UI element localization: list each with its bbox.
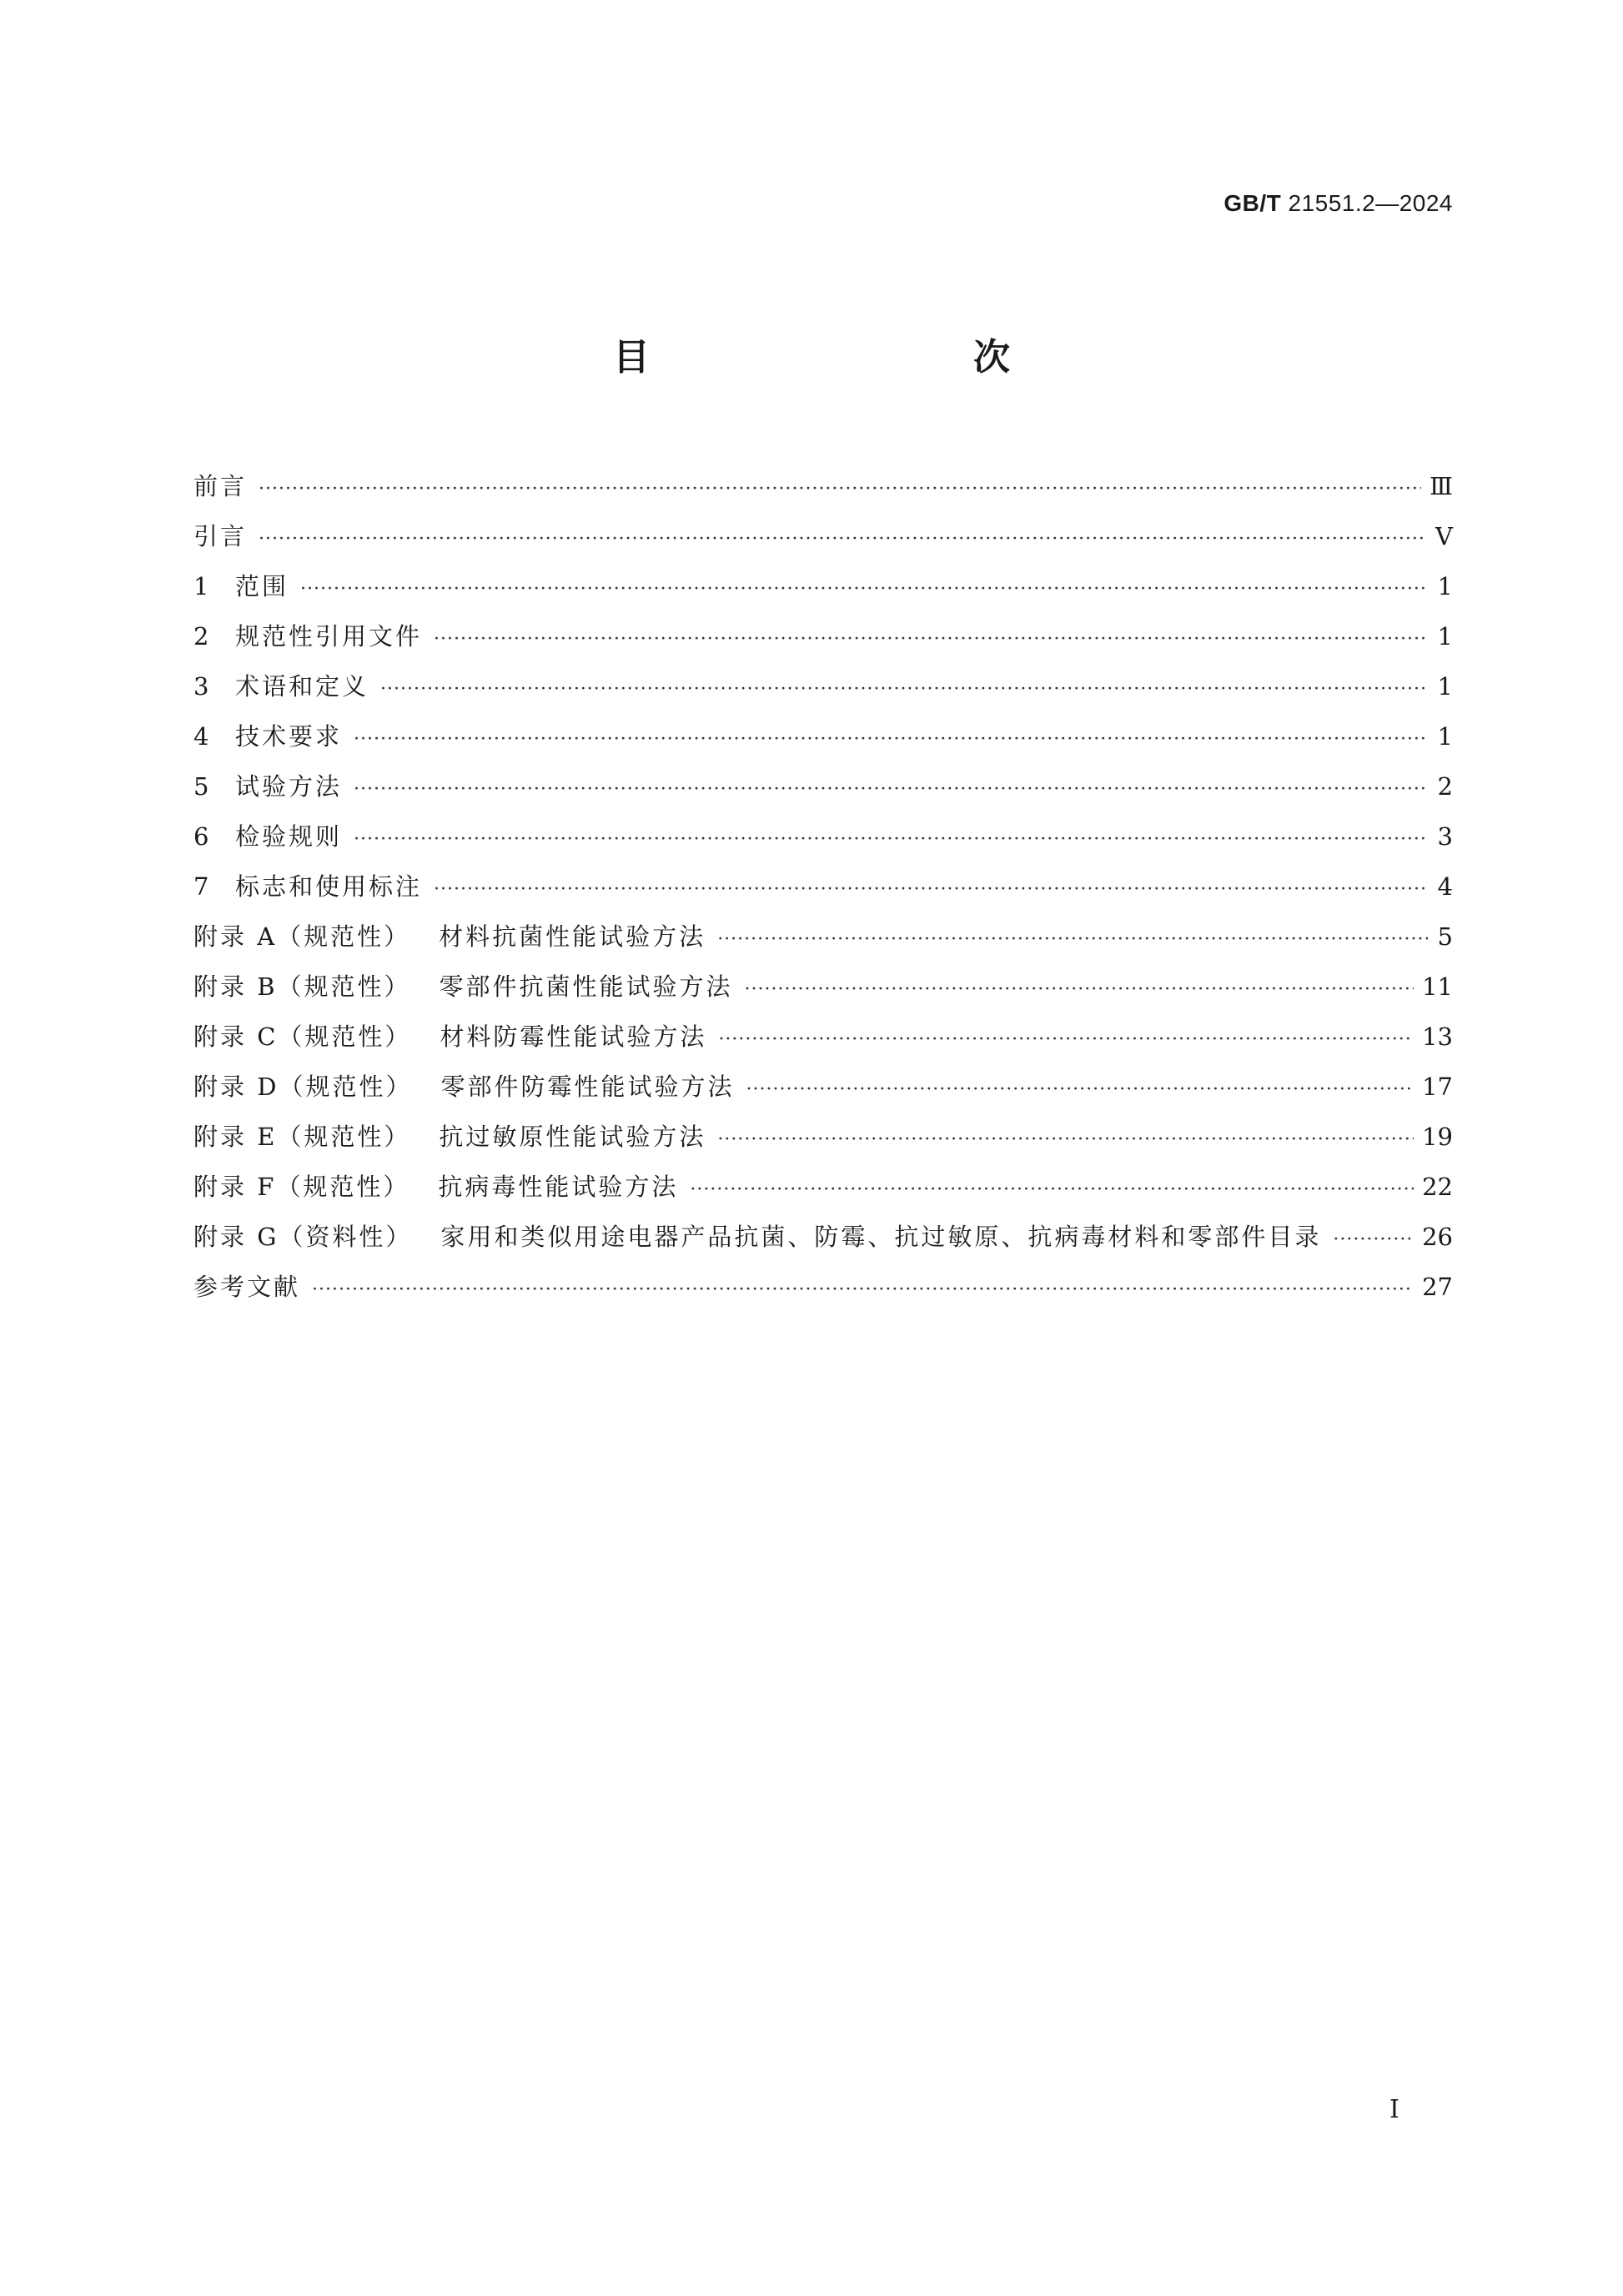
toc-entry-label [193, 611, 422, 661]
toc-dot-leader [354, 815, 1428, 865]
standard-prefix: GB/T [1224, 190, 1282, 216]
toc-dot-leader [718, 1015, 1414, 1065]
toc-entry-page: 19 [1422, 1123, 1453, 1151]
toc-entry-page: 1 [1437, 572, 1453, 600]
toc-entry[interactable] [193, 1162, 1453, 1212]
toc-entry-label [193, 1012, 706, 1062]
toc-entry-page: 26 [1422, 1223, 1453, 1251]
toc-entry-label [193, 511, 247, 561]
toc-dot-leader [717, 1115, 1414, 1165]
toc-entry-page: 13 [1422, 1022, 1453, 1051]
toc-appendix-tag: 附录 G（资料性） [193, 1223, 413, 1251]
toc-dot-leader [354, 765, 1428, 815]
toc-dot-leader [300, 565, 1428, 615]
toc-entry-title: 检验规则 [235, 822, 343, 851]
toc-appendix-tag: 附录 E（规范性） [193, 1123, 411, 1151]
toc-entry[interactable] [193, 611, 1453, 661]
toc-entry[interactable] [193, 661, 1453, 711]
toc-appendix-tag: 附录 F（规范性） [193, 1173, 410, 1201]
toc-entry-label [193, 561, 289, 611]
toc-dot-leader [354, 715, 1428, 765]
toc-entry-title: 家用和类似用途电器产品抗菌、防霉、抗过敏原、抗病毒材料和零部件目录 [440, 1223, 1322, 1251]
toc-entry-label [193, 1212, 1321, 1262]
toc-entry[interactable] [193, 962, 1453, 1012]
toc-entry-page: 22 [1422, 1173, 1453, 1201]
toc-entry-page: 11 [1422, 972, 1453, 1001]
toc-dot-leader [259, 515, 1427, 565]
toc-entry-title: 材料抗菌性能试验方法 [439, 922, 706, 951]
toc-entry-title: 零部件抗菌性能试验方法 [439, 972, 733, 1001]
toc-entry-title: 技术要求 [235, 722, 343, 751]
toc-dot-leader [1333, 1215, 1414, 1265]
toc-appendix-tag: 附录 A（规范性） [193, 922, 411, 951]
toc-appendix-tag: 附录 C（规范性） [193, 1022, 412, 1051]
toc-entry[interactable] [193, 862, 1453, 912]
toc-entry-number: 7 [193, 872, 212, 901]
toc-entry-page: 5 [1437, 922, 1453, 951]
toc-dot-leader [259, 465, 1421, 515]
toc-entry[interactable] [193, 561, 1453, 611]
toc-entry[interactable] [193, 1212, 1453, 1262]
toc-entry-title: 引言 [193, 522, 248, 550]
toc-entry-label [193, 912, 706, 962]
toc-dot-leader [690, 1165, 1414, 1215]
toc-entry-title: 前言 [193, 472, 248, 500]
toc-entry[interactable] [193, 461, 1453, 511]
toc-entry-page: 1 [1437, 672, 1453, 701]
toc-entry-page: 4 [1437, 872, 1453, 901]
toc-entry-label [193, 1112, 706, 1162]
toc-entry-label [193, 962, 733, 1012]
toc-appendix-tag: 附录 D（规范性） [193, 1073, 413, 1101]
toc-entry-title: 抗过敏原性能试验方法 [439, 1123, 706, 1151]
table-of-contents [193, 461, 1453, 1312]
toc-entry-label [193, 811, 342, 862]
toc-entry-title: 抗病毒性能试验方法 [438, 1173, 679, 1201]
toc-entry-title: 术语和定义 [235, 672, 369, 701]
standard-code [1224, 190, 1453, 217]
toc-dot-leader [312, 1265, 1414, 1315]
toc-entry-page: 1 [1437, 622, 1453, 651]
toc-entry-title: 材料防霉性能试验方法 [440, 1022, 707, 1051]
toc-entry-page: 3 [1437, 822, 1453, 851]
toc-entry-number: 6 [193, 822, 212, 851]
page-number: Ⅰ [1389, 2095, 1399, 2124]
toc-dot-leader [434, 615, 1428, 665]
toc-entry-label [193, 711, 342, 761]
toc-appendix-tag: 附录 B（规范性） [193, 972, 411, 1001]
toc-entry[interactable] [193, 1112, 1453, 1162]
toc-dot-leader [745, 965, 1414, 1015]
toc-entry-number: 1 [193, 572, 212, 600]
toc-entry-label [193, 1262, 300, 1312]
toc-entry-title: 参考文献 [193, 1273, 301, 1301]
toc-entry-label [193, 1062, 735, 1112]
toc-entry[interactable] [193, 761, 1453, 811]
toc-entry-title: 零部件防霉性能试验方法 [440, 1073, 735, 1101]
toc-entry[interactable] [193, 1012, 1453, 1062]
toc-entry-page: 27 [1422, 1273, 1453, 1301]
toc-entry-page: Ⅲ [1430, 472, 1453, 500]
toc-dot-leader [746, 1065, 1414, 1115]
toc-entry[interactable] [193, 811, 1453, 862]
toc-entry-number: 3 [193, 672, 212, 701]
toc-entry-number: 5 [193, 772, 212, 801]
toc-entry-page: 17 [1422, 1073, 1453, 1101]
toc-entry-label [193, 761, 342, 811]
page-title: 目 次 [613, 336, 1093, 379]
toc-entry-page: Ⅴ [1435, 522, 1453, 550]
toc-entry[interactable] [193, 1262, 1453, 1312]
toc-entry[interactable] [193, 1062, 1453, 1112]
toc-entry-number: 2 [193, 622, 212, 651]
toc-dot-leader [434, 865, 1428, 915]
toc-entry-number: 4 [193, 722, 212, 751]
toc-entry[interactable] [193, 711, 1453, 761]
toc-entry-label [193, 862, 422, 912]
toc-entry-title: 试验方法 [235, 772, 343, 801]
toc-entry-page: 1 [1437, 722, 1453, 751]
toc-entry-label [193, 461, 247, 511]
toc-entry[interactable] [193, 912, 1453, 962]
toc-entry-label [193, 661, 369, 711]
toc-dot-leader [717, 915, 1428, 965]
standard-number: 21551.2—2024 [1288, 190, 1453, 216]
toc-entry-label [193, 1162, 678, 1212]
toc-entry[interactable] [193, 511, 1453, 561]
toc-entry-page: 2 [1437, 772, 1453, 801]
toc-entry-title: 范围 [235, 572, 289, 600]
toc-dot-leader [380, 665, 1428, 715]
toc-entry-title: 规范性引用文件 [235, 622, 423, 651]
toc-entry-title: 标志和使用标注 [235, 872, 423, 901]
